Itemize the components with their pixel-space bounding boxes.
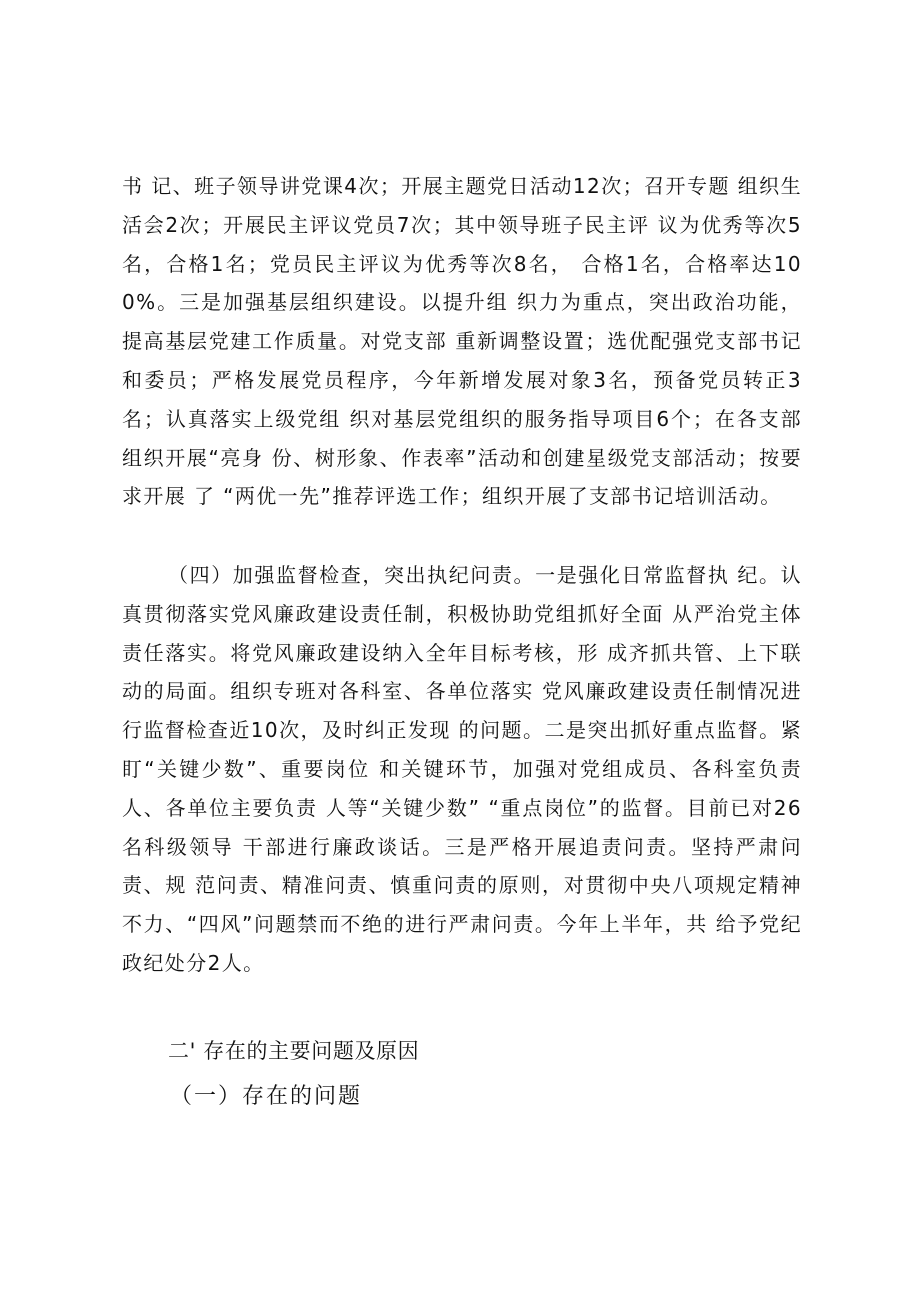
subsection-heading: （一）存在的问题 xyxy=(170,1084,363,1109)
body-paragraph: 书 记、班子领导讲党课4次；开展主题党日活动12次；召开专题 组织生活会2次；开展民主评议党员7次；其中领导班子民主评 议为优秀等次5名，合格1名；党员民主评议为优秀等次8名， 合格1名，合格率达100%。三是加强基层组织建设。以提升组 织力为重点，突出政治功能，提高基层党建工作质量。对党支部 重新调整设置；选优配强党支部书记和委员；严格发展党员程序，今年新增发展对象3名，预备党员转正3名；认真落实上级党组 织对基层党组织的服务指导项目6个；在各支部组织开展“亮身 份、树形象、作表率”活动和创建星级党支部活动；按要求开展 了 “两优一先”推荐评选工作；组织开展了支部书记培训活动。 xyxy=(122,174,802,509)
body-paragraph: （四）加强监督检查，突出执纪问责。一是强化日常监督执 纪。认真贯彻落实党风廉政建设责任制，积极协助党组抓好全面 从严治党主体责任落实。将党风廉政建设纳入全年目标考核，形 成齐抓共管、上下联动的局面。组织专班对各科室、各单位落实 党风廉政建设责任制情况进行监督检查近10次，及时纠正发现 的问题。二是突出抓好重点监督。紧盯“关键少数”、重要岗位 和关键环节，加强对党组成员、各科室负责人、各单位主要负责 人等“关键少数” “重点岗位”的监督。目前已对26名科级领导 干部进行廉政谈话。三是严格开展追责问责。坚持严肃问责、规 范问责、精准问责、慎重问责的原则，对贯彻中央八项规定精神不力、“四风”问题禁而不绝的进行严肃问责。今年上半年，共 给予党纪政纪处分2人。 xyxy=(122,563,802,975)
section-heading: 二' 存在的主要问题及原因 xyxy=(168,1039,420,1063)
